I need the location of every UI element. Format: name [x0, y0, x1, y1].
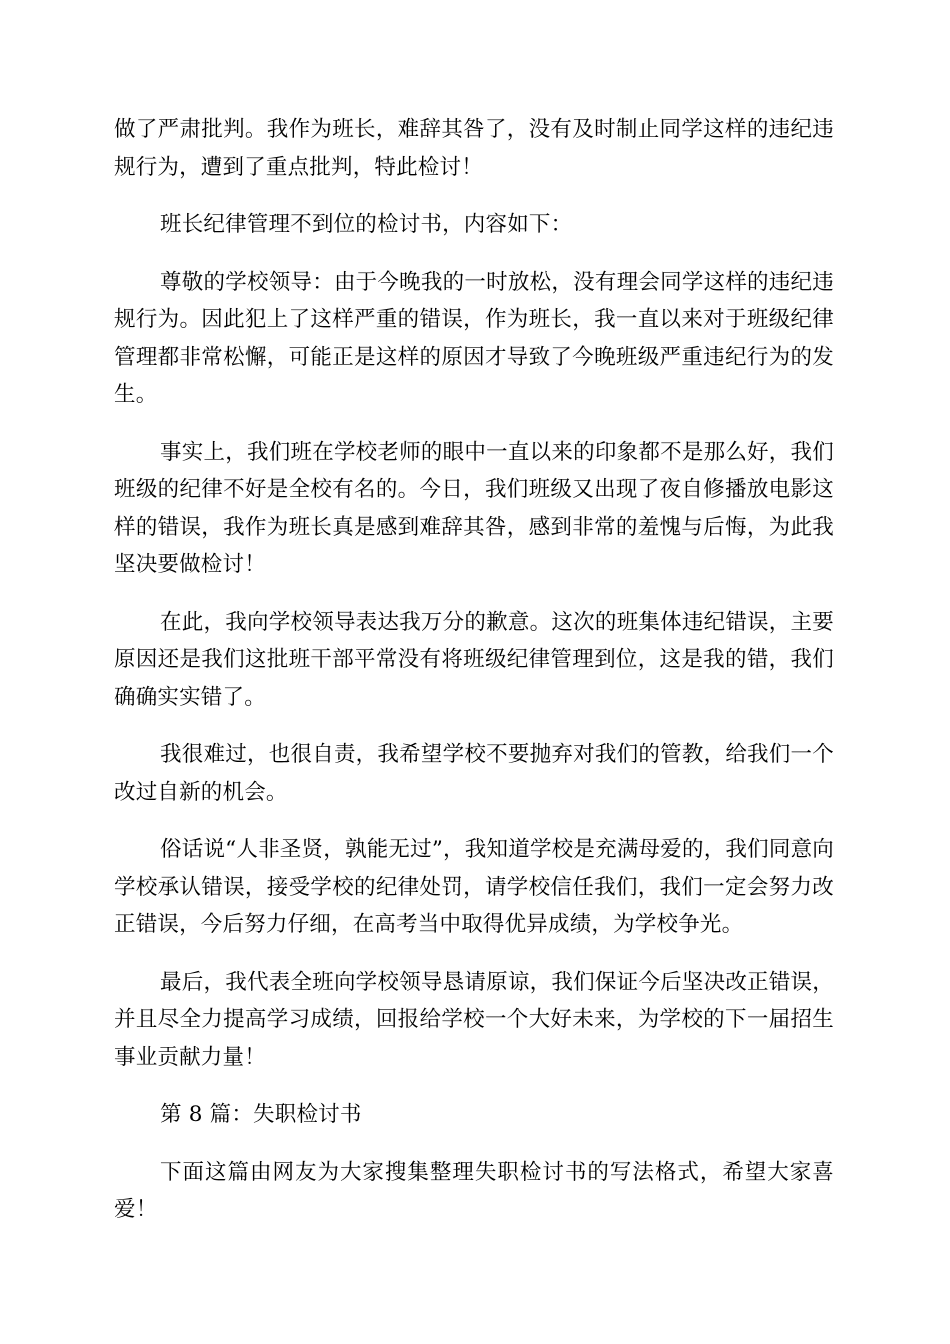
section-heading: 第 8 篇：失职检讨书	[160, 1102, 362, 1127]
paragraph-continuation: 做了严肃批判。我作为班长，难辞其咎了，没有及时制止同学这样的违纪违规行为，遭到了重点批判，特此检讨！	[114, 117, 834, 180]
paragraph-proverb: 俗话说“人非圣贤，孰能无过”，我知道学校是充满母爱的，我们同意向学校承认错误，接受学校的纪律处罚，请学校信任我们，我们一定会努力改正错误，今后努力仔细，在高考当中取得优异成绩，为学校争光。	[114, 837, 834, 937]
paragraph-apology: 在此，我向学校领导表达我万分的歉意。这次的班集体违纪错误，主要原因还是我们这批班干部平常没有将班级纪律管理到位，这是我的错，我们确确实实错了。	[114, 609, 834, 710]
paragraph-salutation: 尊敬的学校领导：由于今晚我的一时放松，没有理会同学这样的违纪违规行为。因此犯上了这样严重的错误，作为班长，我一直以来对于班级纪律管理都非常松懈，可能正是这样的原因才导致了今晚班级严重违纪行为的发生。	[114, 269, 834, 407]
paragraph-facts: 事实上，我们班在学校老师的眼中一直以来的印象都不是那么好，我们班级的纪律不好是全校有名的。今日，我们班级又出现了夜自修播放电影这样的错误，我作为班长真是感到难辞其咎，感到非常的羞愧与后悔，为此我坚决要做检讨！	[114, 439, 834, 577]
paragraph-regret: 我很难过，也很自责，我希望学校不要抛弃对我们的管教，给我们一个改过自新的机会。	[114, 742, 834, 805]
paragraph-conclusion: 最后，我代表全班向学校领导恳请原谅，我们保证今后坚决改正错误，并且尽全力提高学习成绩，回报给学校一个大好未来，为学校的下一届招生事业贡献力量！	[114, 969, 834, 1070]
paragraph-closing: 下面这篇由网友为大家搜集整理失职检讨书的写法格式，希望大家喜爱！	[114, 1159, 834, 1222]
paragraph-intro: 班长纪律管理不到位的检讨书，内容如下：	[160, 212, 573, 237]
document-body	[114, 111, 834, 1249]
